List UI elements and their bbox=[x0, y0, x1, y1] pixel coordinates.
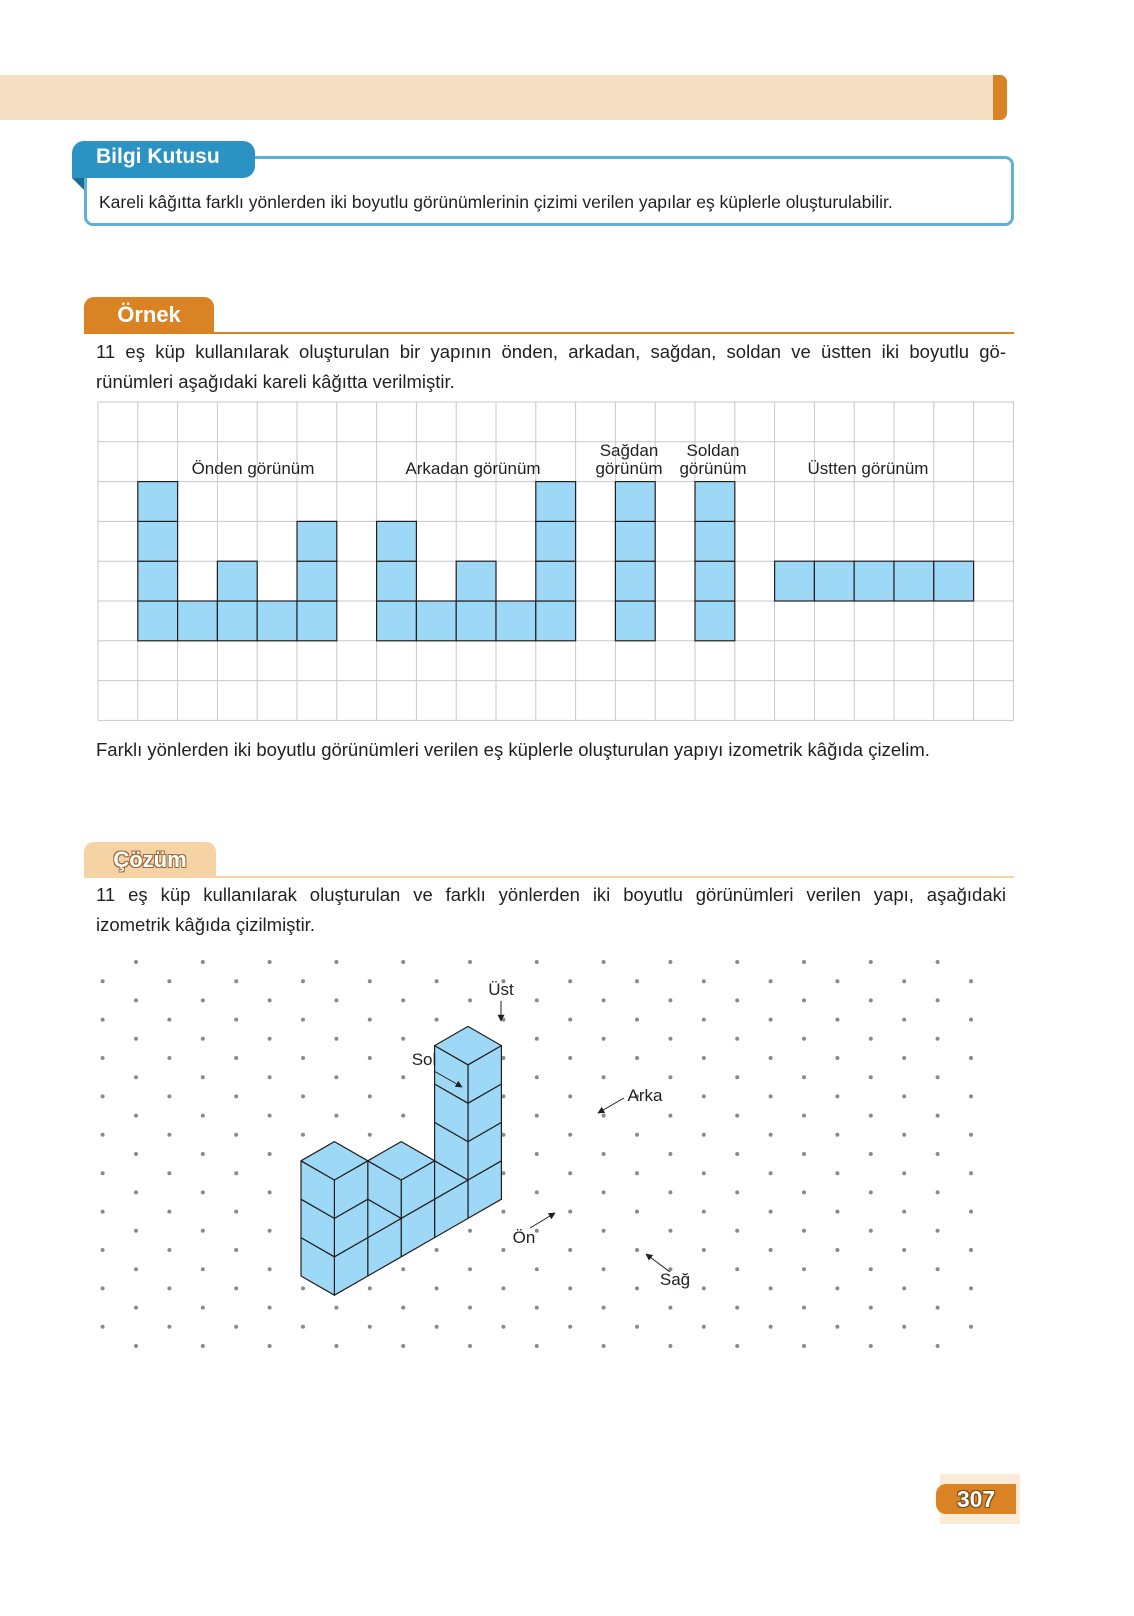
dot bbox=[535, 1306, 539, 1310]
dot bbox=[334, 1114, 338, 1118]
dot bbox=[435, 1018, 439, 1022]
dot bbox=[635, 1171, 639, 1175]
dot bbox=[802, 1344, 806, 1348]
dot bbox=[167, 1056, 171, 1060]
dot bbox=[501, 1248, 505, 1252]
dot bbox=[869, 1190, 873, 1194]
dot bbox=[535, 1267, 539, 1271]
dot bbox=[268, 1152, 272, 1156]
dot bbox=[167, 1171, 171, 1175]
dot bbox=[134, 998, 138, 1002]
dot bbox=[602, 1344, 606, 1348]
dot bbox=[368, 1286, 372, 1290]
dot bbox=[501, 1286, 505, 1290]
dot bbox=[668, 1114, 672, 1118]
dot bbox=[101, 1325, 105, 1329]
dot bbox=[769, 1171, 773, 1175]
dot bbox=[802, 1190, 806, 1194]
dot bbox=[602, 1075, 606, 1079]
dot bbox=[936, 1306, 940, 1310]
dot bbox=[936, 1267, 940, 1271]
dot bbox=[167, 1248, 171, 1252]
dot bbox=[134, 1152, 138, 1156]
dot bbox=[535, 1190, 539, 1194]
dot bbox=[602, 1037, 606, 1041]
dot bbox=[769, 1210, 773, 1214]
dot bbox=[735, 1344, 739, 1348]
dot bbox=[936, 1037, 940, 1041]
dot bbox=[835, 1325, 839, 1329]
dot bbox=[668, 1344, 672, 1348]
dot bbox=[301, 1133, 305, 1137]
dot bbox=[167, 1094, 171, 1098]
dot bbox=[167, 1133, 171, 1137]
dot bbox=[101, 1248, 105, 1252]
dot bbox=[902, 1286, 906, 1290]
label-front: Ön bbox=[512, 1228, 536, 1247]
dot bbox=[368, 1094, 372, 1098]
dot bbox=[969, 1171, 973, 1175]
dot bbox=[368, 1325, 372, 1329]
dot bbox=[101, 979, 105, 983]
dot bbox=[268, 1344, 272, 1348]
dot bbox=[802, 998, 806, 1002]
dot bbox=[234, 1133, 238, 1137]
dot bbox=[234, 1325, 238, 1329]
dot bbox=[401, 1344, 405, 1348]
dot bbox=[969, 1018, 973, 1022]
dot bbox=[702, 1094, 706, 1098]
dot bbox=[702, 1056, 706, 1060]
dot bbox=[334, 960, 338, 964]
dot bbox=[702, 1248, 706, 1252]
dot bbox=[134, 1114, 138, 1118]
dot bbox=[869, 960, 873, 964]
dot bbox=[401, 998, 405, 1002]
dot bbox=[902, 1056, 906, 1060]
dot bbox=[101, 1018, 105, 1022]
dot bbox=[535, 960, 539, 964]
dot bbox=[334, 1306, 338, 1310]
dot bbox=[301, 1018, 305, 1022]
dot bbox=[869, 998, 873, 1002]
dot bbox=[735, 1229, 739, 1233]
dot bbox=[234, 979, 238, 983]
dot bbox=[101, 1056, 105, 1060]
dot bbox=[602, 1229, 606, 1233]
dot bbox=[535, 1344, 539, 1348]
dot bbox=[902, 1325, 906, 1329]
dot bbox=[501, 1018, 505, 1022]
dot bbox=[735, 1306, 739, 1310]
dot bbox=[468, 1306, 472, 1310]
dot bbox=[635, 1133, 639, 1137]
dot bbox=[368, 1056, 372, 1060]
isometric-structure bbox=[301, 1026, 501, 1295]
label-left-view-1: Soldan bbox=[686, 441, 740, 460]
dot bbox=[902, 1171, 906, 1175]
dot bbox=[234, 1286, 238, 1290]
dot bbox=[702, 1286, 706, 1290]
label-left: Sol bbox=[411, 1050, 437, 1069]
dot bbox=[268, 1114, 272, 1118]
dot bbox=[969, 1094, 973, 1098]
dot bbox=[936, 1344, 940, 1348]
dot bbox=[735, 1152, 739, 1156]
dot bbox=[134, 1037, 138, 1041]
dot bbox=[969, 1133, 973, 1137]
dot bbox=[969, 1210, 973, 1214]
dot bbox=[568, 1286, 572, 1290]
dot bbox=[936, 960, 940, 964]
dot bbox=[401, 1037, 405, 1041]
dot bbox=[167, 1018, 171, 1022]
dot bbox=[167, 1210, 171, 1214]
dot bbox=[568, 1171, 572, 1175]
dot bbox=[301, 1094, 305, 1098]
dot bbox=[568, 1056, 572, 1060]
dot bbox=[134, 1229, 138, 1233]
dot bbox=[936, 1190, 940, 1194]
dot bbox=[435, 979, 439, 983]
dot bbox=[468, 1267, 472, 1271]
dot bbox=[835, 1056, 839, 1060]
dot bbox=[869, 1344, 873, 1348]
dot bbox=[201, 1229, 205, 1233]
dot bbox=[134, 1190, 138, 1194]
dot bbox=[802, 1267, 806, 1271]
dot bbox=[334, 1344, 338, 1348]
dot bbox=[902, 1094, 906, 1098]
dot bbox=[535, 1229, 539, 1233]
dot bbox=[201, 1344, 205, 1348]
label-top: Üst bbox=[488, 980, 514, 999]
dot bbox=[835, 1248, 839, 1252]
dot bbox=[735, 1267, 739, 1271]
label-right-view-2: görünüm bbox=[595, 459, 663, 478]
dot bbox=[668, 1037, 672, 1041]
dot bbox=[835, 979, 839, 983]
dot bbox=[969, 1325, 973, 1329]
dot bbox=[401, 960, 405, 964]
dot bbox=[134, 960, 138, 964]
dot bbox=[234, 1094, 238, 1098]
dot bbox=[435, 1325, 439, 1329]
label-back-view: Arkadan görünüm bbox=[405, 459, 541, 478]
dot bbox=[535, 998, 539, 1002]
dot bbox=[769, 1325, 773, 1329]
dot bbox=[969, 1056, 973, 1060]
dot bbox=[702, 1171, 706, 1175]
dot bbox=[501, 1325, 505, 1329]
dot bbox=[668, 1075, 672, 1079]
dot bbox=[602, 1267, 606, 1271]
dot bbox=[835, 1094, 839, 1098]
dot bbox=[201, 1114, 205, 1118]
dot bbox=[802, 960, 806, 964]
dot bbox=[435, 1248, 439, 1252]
dot bbox=[201, 1306, 205, 1310]
example-text-line-1: 11 eş küp kullanılarak oluşturulan bir yapının önden, arkadan, sağdan, soldan ve üstten iki boyutlu gö- bbox=[96, 341, 1006, 362]
dot bbox=[769, 979, 773, 983]
example-task: Farklı yönlerden iki boyutlu görünümleri verilen eş küplerle oluşturulan yapıyı izometrik kâğıda çizelim. bbox=[96, 739, 930, 760]
dot bbox=[301, 1286, 305, 1290]
dot bbox=[635, 979, 639, 983]
dot bbox=[769, 1286, 773, 1290]
dot bbox=[468, 998, 472, 1002]
dot bbox=[201, 1190, 205, 1194]
dot bbox=[568, 979, 572, 983]
dot bbox=[334, 998, 338, 1002]
dot bbox=[201, 1152, 205, 1156]
dot bbox=[869, 1267, 873, 1271]
dot bbox=[902, 1248, 906, 1252]
dot bbox=[368, 979, 372, 983]
dot bbox=[234, 1210, 238, 1214]
dot bbox=[802, 1075, 806, 1079]
dot bbox=[635, 1056, 639, 1060]
dot bbox=[802, 1114, 806, 1118]
dot bbox=[268, 1229, 272, 1233]
dot bbox=[969, 1248, 973, 1252]
dot bbox=[902, 979, 906, 983]
dot bbox=[735, 1190, 739, 1194]
dot bbox=[101, 1286, 105, 1290]
arrow-back bbox=[598, 1098, 624, 1113]
dot bbox=[201, 1267, 205, 1271]
dot bbox=[869, 1114, 873, 1118]
dot bbox=[234, 1056, 238, 1060]
dot bbox=[301, 979, 305, 983]
dot bbox=[936, 1114, 940, 1118]
dot bbox=[334, 1037, 338, 1041]
dot bbox=[368, 1133, 372, 1137]
dot bbox=[435, 1286, 439, 1290]
dot bbox=[301, 1325, 305, 1329]
dot bbox=[969, 1286, 973, 1290]
label-right: Sağ bbox=[659, 1270, 691, 1289]
dot bbox=[668, 960, 672, 964]
dot bbox=[668, 998, 672, 1002]
dot bbox=[268, 1267, 272, 1271]
isometric-dots bbox=[101, 960, 973, 1348]
dot bbox=[635, 1286, 639, 1290]
dot bbox=[835, 1286, 839, 1290]
dot bbox=[201, 998, 205, 1002]
dot bbox=[201, 1037, 205, 1041]
label-front-view: Önden görünüm bbox=[191, 459, 315, 478]
dot bbox=[802, 1306, 806, 1310]
dot bbox=[134, 1075, 138, 1079]
dot bbox=[535, 1152, 539, 1156]
dot bbox=[835, 1210, 839, 1214]
dot bbox=[769, 1248, 773, 1252]
dot bbox=[869, 1306, 873, 1310]
dot bbox=[936, 1152, 940, 1156]
dot bbox=[602, 960, 606, 964]
dot bbox=[535, 1075, 539, 1079]
label-top-view: Üstten görünüm bbox=[807, 459, 929, 478]
dot bbox=[101, 1171, 105, 1175]
dot bbox=[401, 1075, 405, 1079]
dot bbox=[167, 1286, 171, 1290]
dot bbox=[668, 1306, 672, 1310]
dot bbox=[802, 1037, 806, 1041]
dot bbox=[735, 1075, 739, 1079]
dot bbox=[234, 1248, 238, 1252]
dot bbox=[401, 1267, 405, 1271]
info-box-text: Kareli kâğıtta farklı yönlerden iki boyutlu görünümlerinin çizimi verilen yapılar eş küplerle oluşturulabilir. bbox=[99, 192, 893, 212]
solution-title: Çözüm bbox=[84, 842, 216, 878]
dot bbox=[134, 1306, 138, 1310]
dot bbox=[201, 960, 205, 964]
dot bbox=[835, 1018, 839, 1022]
dot bbox=[902, 1133, 906, 1137]
dot bbox=[668, 1152, 672, 1156]
dot bbox=[835, 1171, 839, 1175]
dot bbox=[936, 998, 940, 1002]
dot bbox=[702, 1210, 706, 1214]
dot bbox=[936, 1075, 940, 1079]
dot bbox=[134, 1267, 138, 1271]
dot bbox=[735, 1114, 739, 1118]
dot bbox=[101, 1094, 105, 1098]
dot bbox=[401, 1306, 405, 1310]
dot bbox=[401, 1114, 405, 1118]
dot bbox=[668, 1229, 672, 1233]
dot bbox=[602, 1306, 606, 1310]
dot bbox=[769, 1094, 773, 1098]
example-text-line-2: rünümleri aşağıdaki kareli kâğıtta verilmiştir. bbox=[96, 371, 455, 392]
page-number: 307 bbox=[936, 1484, 1016, 1514]
dot bbox=[735, 998, 739, 1002]
dot bbox=[568, 1094, 572, 1098]
dot bbox=[635, 1248, 639, 1252]
dot bbox=[602, 1114, 606, 1118]
dot bbox=[101, 1210, 105, 1214]
solution-text-line-2: izometrik kâğıda çizilmiştir. bbox=[96, 914, 315, 935]
dot bbox=[101, 1133, 105, 1137]
dot bbox=[568, 1325, 572, 1329]
dot bbox=[902, 1018, 906, 1022]
example-title: Örnek bbox=[84, 297, 214, 333]
dot bbox=[702, 1325, 706, 1329]
dot bbox=[268, 1306, 272, 1310]
dot bbox=[535, 1114, 539, 1118]
dot bbox=[468, 1344, 472, 1348]
dot bbox=[735, 1037, 739, 1041]
dot bbox=[769, 1133, 773, 1137]
dot bbox=[869, 1152, 873, 1156]
label-right-view-1: Sağdan bbox=[599, 441, 659, 460]
dot bbox=[969, 979, 973, 983]
dot bbox=[268, 960, 272, 964]
dot bbox=[902, 1210, 906, 1214]
dot bbox=[802, 1152, 806, 1156]
label-back: Arka bbox=[627, 1086, 663, 1105]
arrow-right bbox=[646, 1254, 670, 1272]
dot bbox=[167, 1325, 171, 1329]
dot bbox=[568, 1210, 572, 1214]
dot bbox=[869, 1229, 873, 1233]
dot bbox=[568, 1133, 572, 1137]
dot bbox=[468, 1229, 472, 1233]
solution-text-line-1: 11 eş küp kullanılarak oluşturulan ve farklı yönlerden iki boyutlu görünümleri verilen yapı, aşağıdaki bbox=[96, 884, 1006, 905]
dot bbox=[167, 979, 171, 983]
dot bbox=[635, 1210, 639, 1214]
dot bbox=[268, 1190, 272, 1194]
dot bbox=[702, 1018, 706, 1022]
dot bbox=[602, 1190, 606, 1194]
dot bbox=[602, 1152, 606, 1156]
dot bbox=[134, 1344, 138, 1348]
dot bbox=[635, 1018, 639, 1022]
dot bbox=[835, 1133, 839, 1137]
dot bbox=[869, 1037, 873, 1041]
dot bbox=[769, 1056, 773, 1060]
dot bbox=[702, 1133, 706, 1137]
dot bbox=[468, 960, 472, 964]
dot bbox=[368, 1018, 372, 1022]
arrow-front bbox=[530, 1213, 555, 1228]
dot bbox=[769, 1018, 773, 1022]
dot bbox=[301, 1056, 305, 1060]
dot bbox=[702, 979, 706, 983]
dot bbox=[635, 1325, 639, 1329]
dot bbox=[268, 1075, 272, 1079]
dot bbox=[334, 1075, 338, 1079]
dot bbox=[268, 1037, 272, 1041]
dot bbox=[602, 998, 606, 1002]
dot bbox=[936, 1229, 940, 1233]
dot bbox=[668, 1190, 672, 1194]
dot bbox=[568, 1248, 572, 1252]
dot bbox=[869, 1075, 873, 1079]
dot bbox=[568, 1018, 572, 1022]
dot bbox=[234, 1171, 238, 1175]
info-box-title: Bilgi Kutusu bbox=[72, 141, 255, 178]
dot bbox=[201, 1075, 205, 1079]
dot bbox=[535, 1037, 539, 1041]
dot bbox=[234, 1018, 238, 1022]
dot bbox=[735, 960, 739, 964]
dot bbox=[802, 1229, 806, 1233]
label-left-view-2: görünüm bbox=[679, 459, 747, 478]
dot bbox=[501, 1210, 505, 1214]
dot bbox=[268, 998, 272, 1002]
